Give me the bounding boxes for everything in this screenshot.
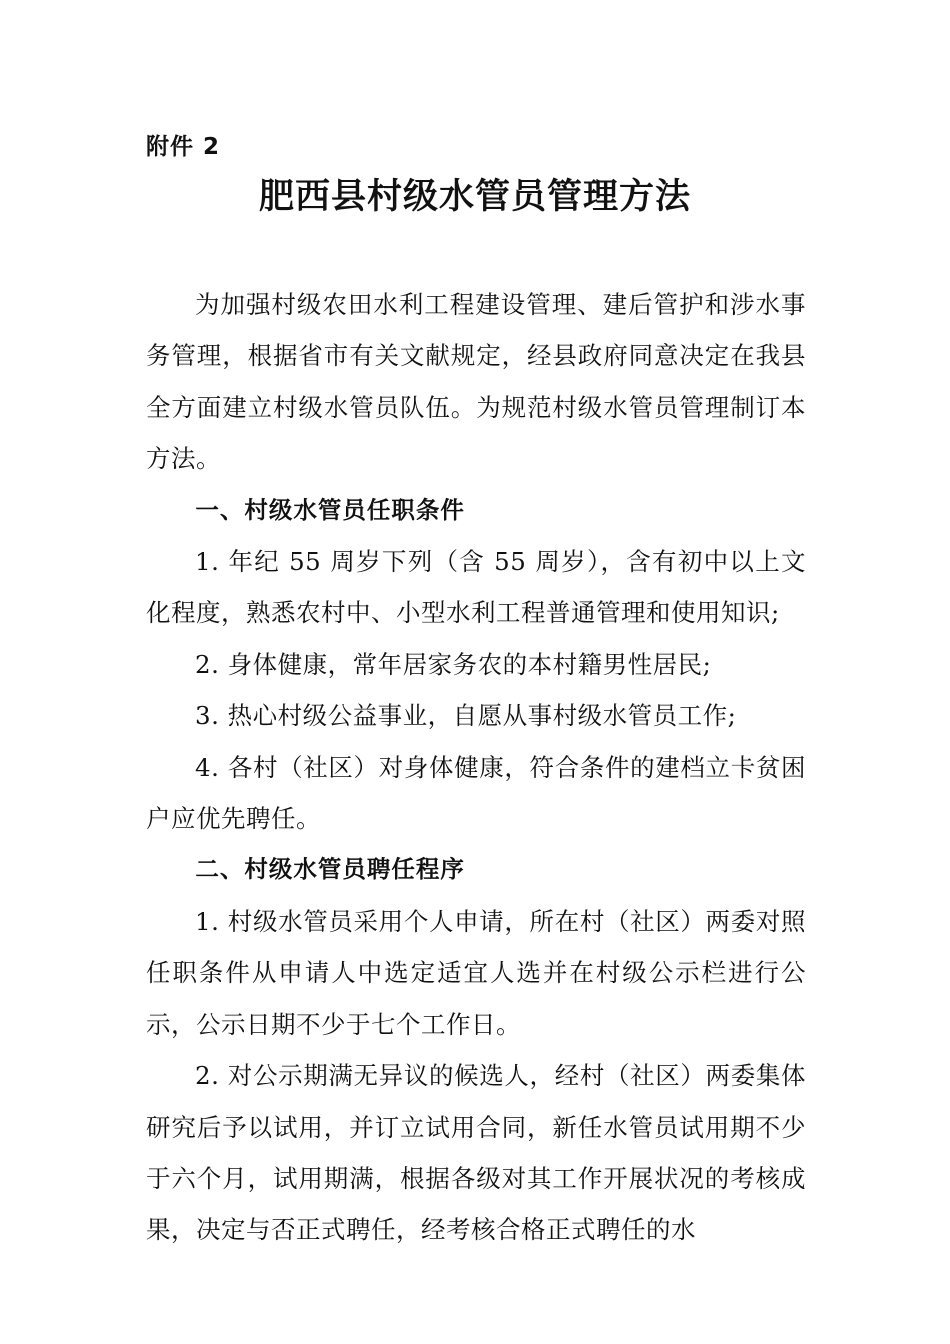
procedure-item-1: 1. 村级水管员采用个人申请，所在村（社区）两委对照任职条件从申请人中选定适宜人选并在村级公示栏进行公示，公示日期不少于七个工作日。 bbox=[146, 906, 806, 1039]
section-heading-procedure: 二、村级水管员聘任程序 bbox=[195, 855, 465, 884]
document-title: 肥西县村级水管员管理方法 bbox=[258, 176, 691, 217]
intro-paragraph: 为加强村级农田水利工程建设管理、建后管护和涉水事务管理，根据省市有关文献规定，经县政府同意决定在我县全方面建立村级水管员队伍。为规范村级水管员管理制订本方法。 bbox=[146, 290, 806, 474]
qualification-item-3: 3. 热心村级公益事业，自愿从事村级水管员工作; bbox=[195, 701, 737, 731]
section-heading-qualifications: 一、村级水管员任职条件 bbox=[195, 495, 465, 524]
qualification-item-2: 2. 身体健康，常年居家务农的本村籍男性居民; bbox=[195, 649, 712, 679]
document-body bbox=[146, 279, 806, 1256]
qualification-item-4: 4. 各村（社区）对身体健康，符合条件的建档立卡贫困户应优先聘任。 bbox=[146, 752, 806, 834]
procedure-item-2: 2. 对公示期满无异议的候选人，经村（社区）两委集体研究后予以试用，并订立试用合同，新任水管员试用期不少于六个月，试用期满，根据各级对其工作开展状况的考核成果，决定与否正式聘任，经考核合格正式聘任的水 bbox=[146, 1061, 806, 1245]
qualification-item-1: 1. 年纪 55 周岁下列（含 55 周岁），含有初中以上文化程度，熟悉农村中、小型水利工程普通管理和使用知识; bbox=[146, 547, 806, 628]
attachment-label: 附件 2 bbox=[146, 134, 221, 160]
